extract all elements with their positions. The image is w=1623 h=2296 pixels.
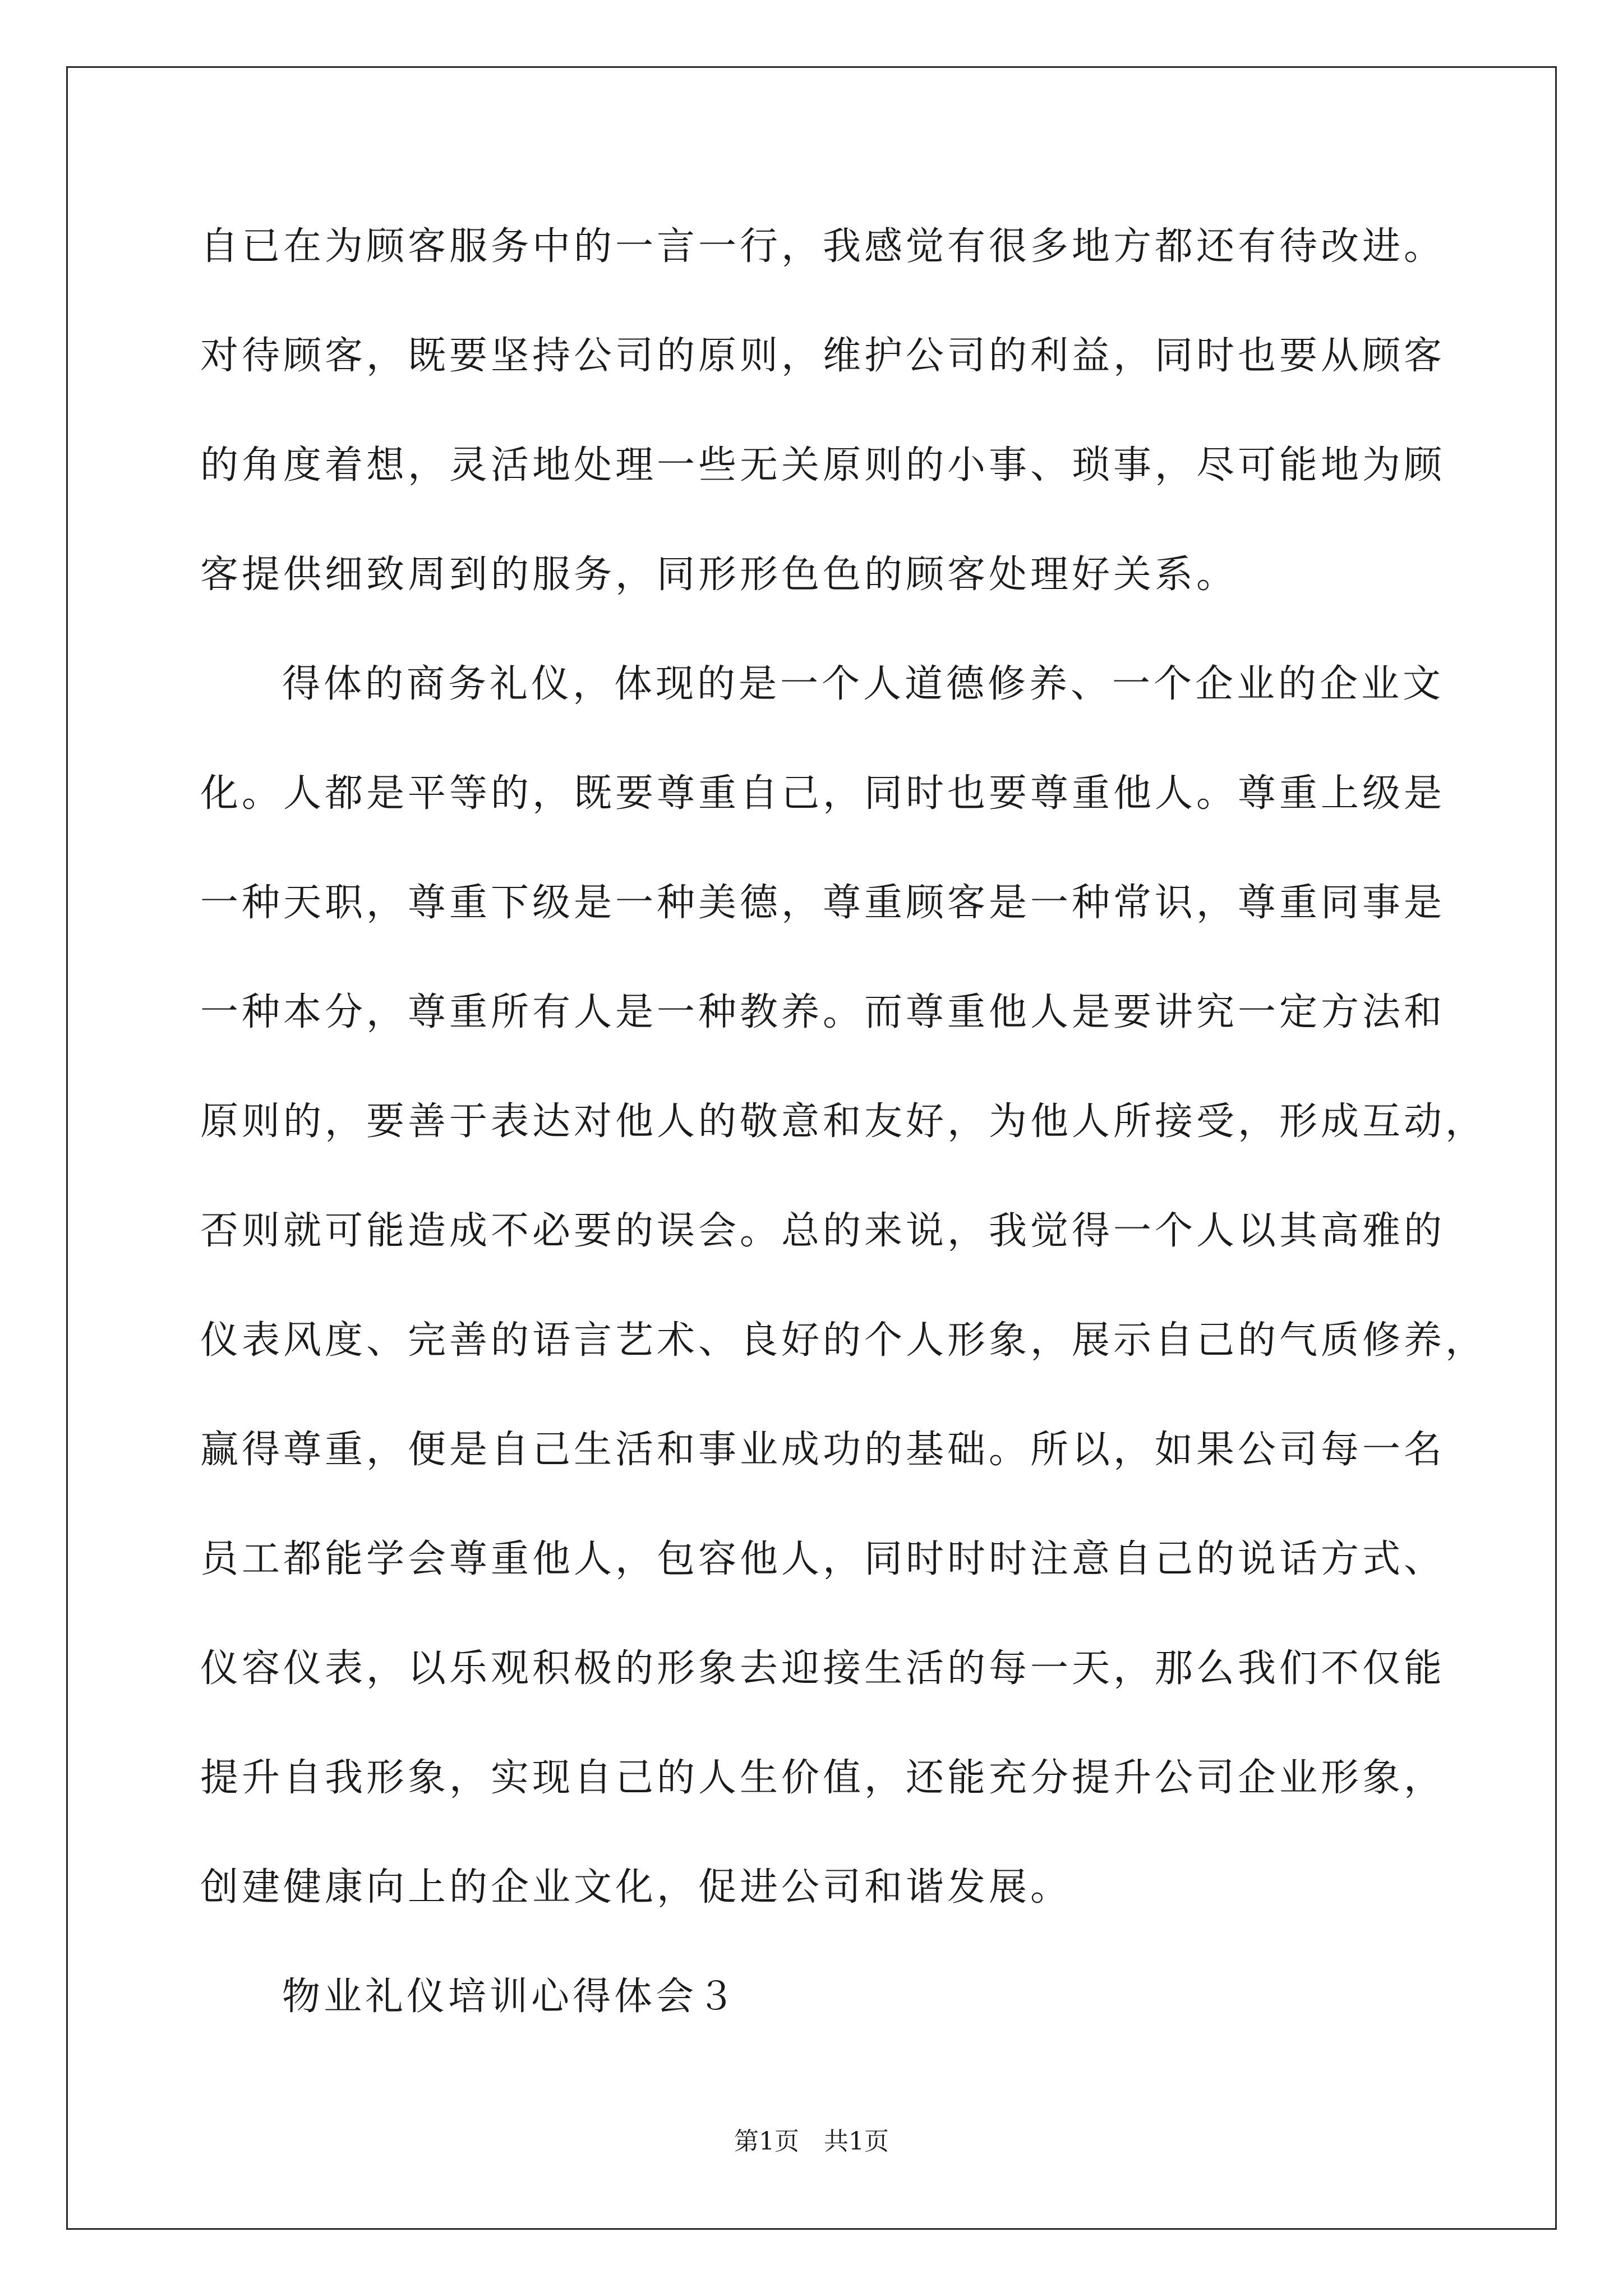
paragraph-line: 对待顾客，既要坚持公司的原则，维护公司的利益，同时也要从顾客 xyxy=(200,334,1446,378)
paragraph-line: 仪容仪表，以乐观积极的形象去迎接生活的每一天，那么我们不仅能 xyxy=(200,1646,1446,1691)
paragraph-line: 仪表风度、完善的语言艺术、良好的个人形象，展示自己的气质修养， xyxy=(200,1318,1487,1363)
paragraph-line: 客提供细致周到的服务，同形形色色的顾客处理好关系。 xyxy=(200,553,1238,597)
paragraph-line: 自已在为顾客服务中的一言一行，我感觉有很多地方都还有待改进。 xyxy=(200,224,1446,269)
page-footer: 第1页 共1页 xyxy=(734,2127,889,2156)
paragraph-line: 赢得尊重，便是自己生活和事业成功的基础。所以，如果公司每一名 xyxy=(200,1428,1446,1472)
document-body xyxy=(200,212,1487,2072)
section-heading: 物业礼仪培训心得体会３ xyxy=(282,1975,739,2019)
paragraph-line: 一种天职，尊重下级是一种美德，尊重顾客是一种常识，尊重同事是 xyxy=(200,881,1446,925)
paragraph-line: 原则的，要善于表达对他人的敬意和友好，为他人所接受，形成互动， xyxy=(200,1099,1487,1144)
paragraph-line: 化。人都是平等的，既要尊重自己，同时也要尊重他人。尊重上级是 xyxy=(200,771,1446,816)
paragraph-line: 提升自我形象，实现自己的人生价值，还能充分提升公司企业形象， xyxy=(200,1756,1446,1800)
paragraph-line: 的角度着想，灵活地处理一些无关原则的小事、琐事，尽可能地为顾 xyxy=(200,443,1446,487)
paragraph-line: 否则就可能造成不必要的误会。总的来说，我觉得一个人以其高雅的 xyxy=(200,1209,1446,1253)
paragraph-line: 创建健康向上的企业文化，促进公司和谐发展。 xyxy=(200,1865,1072,1910)
paragraph-line: 得体的商务礼仪，体现的是一个人道德修养、一个企业的企业文 xyxy=(282,662,1445,706)
paragraph-line: 一种本分，尊重所有人是一种教养。而尊重他人是要讲究一定方法和 xyxy=(200,990,1446,1034)
paragraph-line: 员工都能学会尊重他人，包容他人，同时时时注意自己的说话方式、 xyxy=(200,1537,1446,1581)
